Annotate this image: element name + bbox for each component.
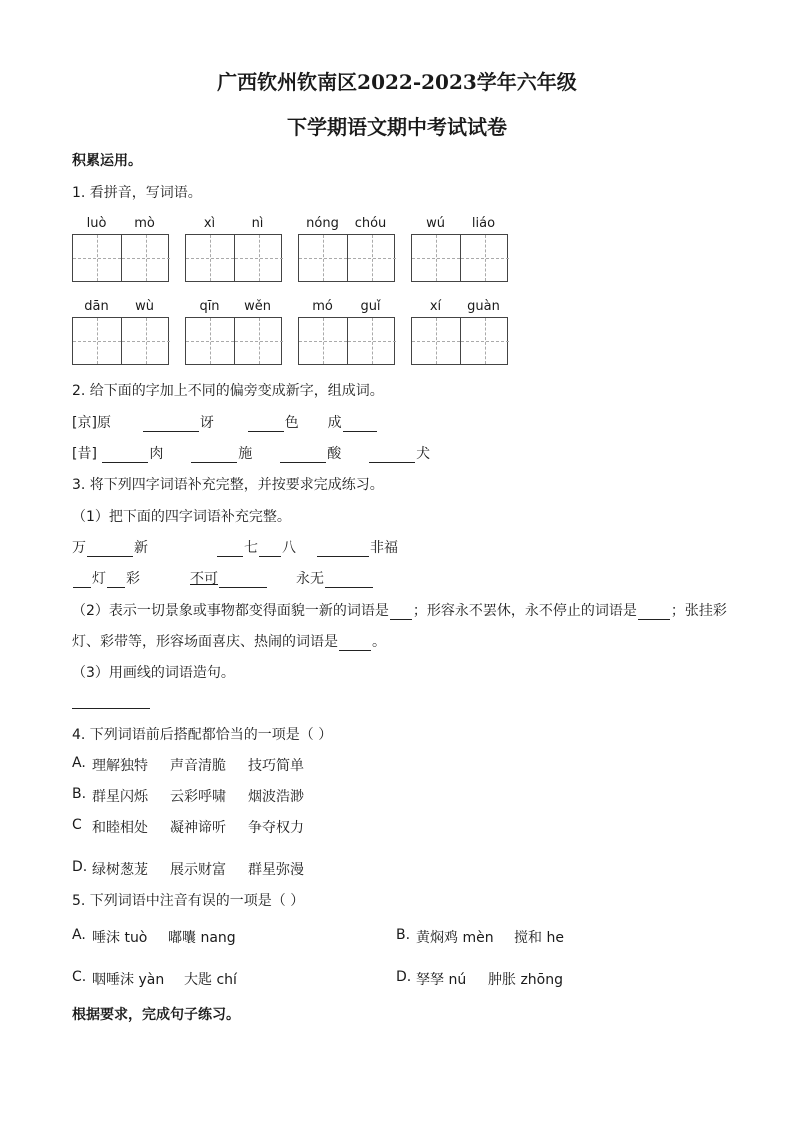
q4-option-word: 群星弥漫	[248, 862, 304, 878]
q4-option-word: 凝神谛听	[170, 820, 226, 836]
character-grid[interactable]	[411, 317, 508, 365]
q3-r2-a-blank-2[interactable]	[107, 573, 125, 588]
character-grid[interactable]	[411, 234, 508, 282]
grid-cell[interactable]	[460, 318, 509, 364]
q2-row2-item-2: 酸	[327, 446, 342, 462]
q3-sub2-part-d: 灯、彩带等，形容场面喜庆、热闹的词语是	[72, 634, 338, 650]
question-1-text: 1. 看拼音，写词语。	[72, 185, 202, 201]
question-5-text: 5. 下列词语中注音有误的一项是（ ）	[72, 893, 305, 909]
section-heading-sentence: 根据要求，完成句子练习。	[72, 1007, 240, 1023]
grid-cell[interactable]	[121, 318, 170, 364]
q5-option-word: 肿胀 zhōng	[488, 972, 563, 988]
q3-sub3: （3）用画线的词语造句。	[72, 665, 235, 681]
section-heading-accumulate: 积累运用。	[72, 153, 142, 169]
q4-option-word: 烟波浩渺	[248, 789, 304, 805]
character-grid[interactable]	[72, 234, 169, 282]
q2-row2-blank-3[interactable]	[369, 448, 415, 463]
q4-option-word: 云彩呼啸	[170, 789, 226, 805]
q5-option-label[interactable]: D.	[396, 969, 412, 985]
q3-sub2-blank-3[interactable]	[339, 636, 371, 651]
q4-option-word: 声音清脆	[170, 758, 226, 774]
q2-row2-key: [昔]	[72, 446, 97, 462]
pinyin-label: nì	[251, 216, 264, 231]
character-grid[interactable]	[185, 317, 282, 365]
grid-cell[interactable]	[234, 235, 283, 281]
q2-row2-blank-0[interactable]	[102, 448, 148, 463]
pinyin-label: chóu	[354, 216, 387, 231]
q2-row1-item-0: 原	[96, 415, 111, 431]
pinyin-label: nóng	[306, 216, 339, 231]
q4-option-word: 展示财富	[170, 862, 226, 878]
q5-option-word: 咽唾沫 yàn	[92, 972, 165, 988]
q3-sub2-blank-2[interactable]	[638, 605, 670, 620]
q3-sub2-part-c: ；张挂彩	[670, 603, 727, 619]
grid-cell[interactable]	[73, 318, 121, 364]
q3-sub2-line1	[72, 600, 727, 620]
grid-cell[interactable]	[347, 235, 396, 281]
q4-option-word: 技巧简单	[248, 758, 304, 774]
q2-row1-key: [京]	[72, 415, 97, 431]
pinyin-label: wù	[135, 299, 154, 314]
q2-row1-item-3: 成	[327, 415, 342, 431]
q3-idiom-6	[296, 568, 374, 588]
q3-r1-b-mid2: 八	[282, 540, 296, 556]
grid-cell[interactable]	[234, 318, 283, 364]
grid-cell[interactable]	[186, 318, 234, 364]
grid-cell[interactable]	[460, 235, 509, 281]
pinyin-label: mò	[134, 216, 155, 231]
pinyin-label: guàn	[467, 299, 500, 314]
q2-row1-blank-1[interactable]	[143, 417, 199, 432]
q4-option-word: 绿树葱茏	[92, 862, 148, 878]
q2-row2-item-3: 犬	[416, 446, 431, 462]
q3-r1-a-post: 新	[134, 540, 148, 556]
q3-r2-c-pre: 永无	[296, 571, 324, 587]
question-4-text: 4. 下列词语前后搭配都恰当的一项是（ ）	[72, 727, 333, 743]
grid-cell[interactable]	[347, 318, 396, 364]
q4-option-word: 和睦相处	[92, 820, 148, 836]
q3-r2-a-mid1: 灯	[92, 571, 106, 587]
q3-sub2-part-e: 。	[372, 634, 386, 650]
q2-row2-item-0: 肉	[149, 446, 164, 462]
q5-option-word: 黄焖鸡 mèn	[416, 930, 494, 946]
q3-idiom-4	[72, 568, 140, 588]
character-grid[interactable]	[298, 317, 395, 365]
q3-r2-a-mid2: 彩	[126, 571, 140, 587]
character-grid[interactable]	[72, 317, 169, 365]
pinyin-label: dān	[84, 299, 109, 314]
q3-r1-b-blank-2[interactable]	[259, 542, 281, 557]
pinyin-label: xí	[429, 299, 442, 314]
q3-r1-b-blank-1[interactable]	[217, 542, 243, 557]
q4-option-word: 理解独特	[92, 758, 148, 774]
q3-r1-b-mid1: 七	[244, 540, 258, 556]
page-title-line2: 下学期语文期中考试试卷	[287, 115, 507, 139]
q2-row-jing	[72, 412, 378, 432]
grid-cell[interactable]	[73, 235, 121, 281]
q3-sub2-part-a: （2）表示一切景象或事物都变得面貌一新的词语是	[72, 603, 389, 619]
q3-idiom-3	[316, 537, 398, 557]
grid-cell[interactable]	[121, 235, 170, 281]
q5-option-word: 唾沫 tuò	[92, 930, 148, 946]
grid-cell[interactable]	[299, 318, 347, 364]
q3-idiom-2	[216, 537, 296, 557]
q2-row2-blank-1[interactable]	[191, 448, 237, 463]
q2-row1-blank-2[interactable]	[248, 417, 284, 432]
pinyin-label: liáo	[471, 216, 496, 231]
q3-r1-c-blank[interactable]	[317, 542, 369, 557]
pinyin-label: qīn	[199, 299, 220, 314]
pinyin-label: mó	[312, 299, 333, 314]
pinyin-label: wú	[426, 216, 445, 231]
q3-sub2-part-b: ；形容永不罢休，永不停止的词语是	[412, 603, 637, 619]
q2-row-xi	[72, 443, 430, 463]
pinyin-label: xì	[203, 216, 216, 231]
q4-option-word: 争夺权力	[248, 820, 304, 836]
grid-cell[interactable]	[412, 318, 460, 364]
grid-cell[interactable]	[412, 235, 460, 281]
q3-r2-b-blank[interactable]	[219, 573, 267, 588]
grid-cell[interactable]	[186, 235, 234, 281]
pinyin-label: wěn	[244, 299, 271, 314]
q3-sub2-line2	[72, 631, 386, 651]
q4-option-label[interactable]: C	[72, 817, 82, 833]
q5-option-word: 嘟囔 nang	[168, 930, 236, 946]
q5-option-label[interactable]: A.	[72, 927, 86, 943]
q5-option-word: 大匙 chí	[184, 972, 237, 988]
q3-r1-a-pre: 万	[72, 540, 86, 556]
q3-r2-c-blank[interactable]	[325, 573, 373, 588]
page-title-line1: 广西钦州钦南区2022-2023学年六年级	[217, 70, 577, 94]
q3-r1-c-post: 非福	[370, 540, 398, 556]
q3-idiom-1	[72, 537, 148, 557]
q3-idiom-5	[190, 568, 268, 588]
q3-sub2-blank-1[interactable]	[390, 605, 412, 620]
q4-option-word: 群星闪烁	[92, 789, 148, 805]
question-2-text: 2. 给下面的字加上不同的偏旁变成新字，组成词。	[72, 383, 384, 399]
q2-row1-item-1: 讶	[199, 415, 214, 431]
q5-option-label[interactable]: C.	[72, 969, 87, 985]
q2-row1-item-2: 色	[284, 415, 299, 431]
pinyin-label: guǐ	[360, 299, 381, 314]
q4-option-label[interactable]: A.	[72, 755, 86, 771]
q3-r2-a-blank-1[interactable]	[73, 573, 91, 588]
question-3-text: 3. 将下列四字词语补充完整，并按要求完成练习。	[72, 477, 384, 493]
q2-row2-item-1: 施	[238, 446, 253, 462]
q2-row1-blank-3[interactable]	[343, 417, 377, 432]
pinyin-label: luò	[86, 216, 107, 231]
q4-option-label[interactable]: D.	[72, 859, 88, 875]
q4-option-label[interactable]: B.	[72, 786, 87, 802]
character-grid[interactable]	[298, 234, 395, 282]
q5-option-word: 搅和 he	[514, 930, 564, 946]
grid-cell[interactable]	[299, 235, 347, 281]
q3-r1-a-blank[interactable]	[87, 542, 133, 557]
q3-sentence-answer-line[interactable]	[72, 708, 150, 709]
character-grid[interactable]	[185, 234, 282, 282]
q2-row2-blank-2[interactable]	[280, 448, 326, 463]
q3-sub1: （1）把下面的四字词语补充完整。	[72, 509, 291, 525]
q5-option-label[interactable]: B.	[396, 927, 411, 943]
q5-option-word: 孥孥 nú	[416, 972, 467, 988]
q3-r2-b-pre: 不可	[190, 571, 218, 587]
